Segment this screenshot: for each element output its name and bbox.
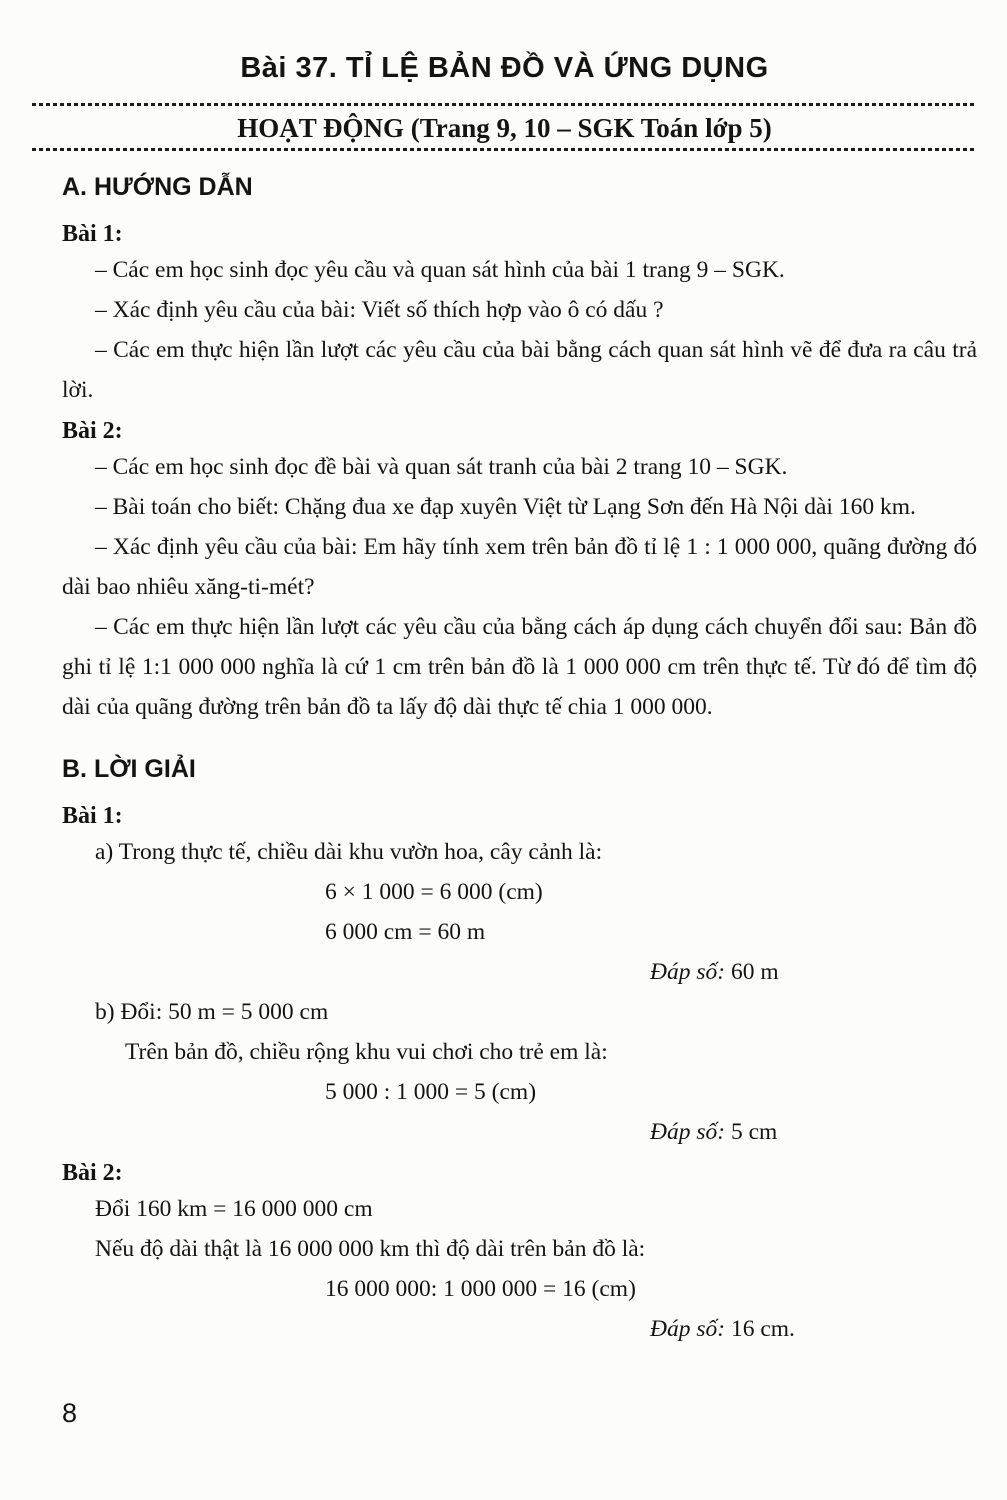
solution-2-label: Bài 2: xyxy=(62,1160,123,1186)
answer-line xyxy=(650,952,977,992)
paragraph: – Bài toán cho biết: Chặng đua xe đạp xuyên Việt từ Lạng Sơn đến Hà Nội dài 160 km. xyxy=(95,494,916,520)
exercise-2-label: Bài 2: xyxy=(62,418,123,444)
page-title: Bài 37. TỈ LỆ BẢN ĐỒ VÀ ỨNG DỤNG xyxy=(240,52,769,84)
paragraph: – Các em học sinh đọc đề bài và quan sát tranh của bài 2 trang 10 – SGK. xyxy=(95,454,788,480)
answer-value: 5 cm xyxy=(725,1119,778,1145)
answer-label: Đáp số: xyxy=(650,1119,726,1145)
solution-line: Trên bản đồ, chiều rộng khu vui chơi cho trẻ em là: xyxy=(125,1039,608,1065)
answer-line xyxy=(650,1112,977,1152)
section-b-heading: B. LỜI GIẢI xyxy=(62,755,196,783)
solution-line: Nếu độ dài thật là 16 000 000 km thì độ dài trên bản đồ là: xyxy=(95,1236,646,1262)
section-a-heading: A. HƯỚNG DẪN xyxy=(62,173,253,201)
equation-line: 6 × 1 000 = 6 000 (cm) xyxy=(325,879,543,905)
solution-intro: b) Đổi: 50 m = 5 000 cm xyxy=(95,999,329,1025)
answer-value: 16 cm. xyxy=(725,1316,795,1342)
solution-line: Đổi 160 km = 16 000 000 cm xyxy=(95,1196,373,1222)
solution-intro: a) Trong thực tế, chiều dài khu vườn hoa, cây cảnh là: xyxy=(95,839,603,865)
answer-line xyxy=(650,1309,977,1349)
dashed-divider-top xyxy=(32,103,977,106)
exercise-1-label: Bài 1: xyxy=(62,221,123,247)
page-body xyxy=(32,172,977,1349)
paragraph: – Các em thực hiện lần lượt các yêu cầu của bài bằng cách quan sát hình vẽ để đưa ra câu trả lời. xyxy=(62,337,977,403)
dashed-divider-bottom xyxy=(32,148,977,151)
answer-value: 60 m xyxy=(725,959,779,985)
equation-line: 16 000 000: 1 000 000 = 16 (cm) xyxy=(325,1276,636,1302)
equation-line: 6 000 cm = 60 m xyxy=(325,919,486,945)
page-number: 8 xyxy=(62,1398,78,1428)
section-subtitle: HOẠT ĐỘNG (Trang 9, 10 – SGK Toán lớp 5) xyxy=(237,113,772,143)
paragraph: – Xác định yêu cầu của bài: Viết số thích hợp vào ô có dấu ? xyxy=(95,297,664,323)
solution-1-label: Bài 1: xyxy=(62,803,123,829)
paragraph: – Xác định yêu cầu của bài: Em hãy tính xem trên bản đồ tỉ lệ 1 : 1 000 000, quãng đường đó dài bao nhiêu xăng-ti-mét? xyxy=(62,534,977,600)
answer-label: Đáp số: xyxy=(650,1316,726,1342)
answer-label: Đáp số: xyxy=(650,959,726,985)
equation-line: 5 000 : 1 000 = 5 (cm) xyxy=(325,1079,537,1105)
paragraph: – Các em học sinh đọc yêu cầu và quan sát hình của bài 1 trang 9 – SGK. xyxy=(95,257,785,283)
paragraph: – Các em thực hiện lần lượt các yêu cầu của bằng cách áp dụng cách chuyển đổi sau: Bản đồ ghi tỉ lệ 1:1 000 000 nghĩa là cứ 1 cm trên bản đồ là 1 000 000 cm trên thực tế. Từ đó để tìm độ dài của quãng đường trên bản đồ ta lấy độ dài thực tế chia 1 000 000. xyxy=(62,614,977,720)
